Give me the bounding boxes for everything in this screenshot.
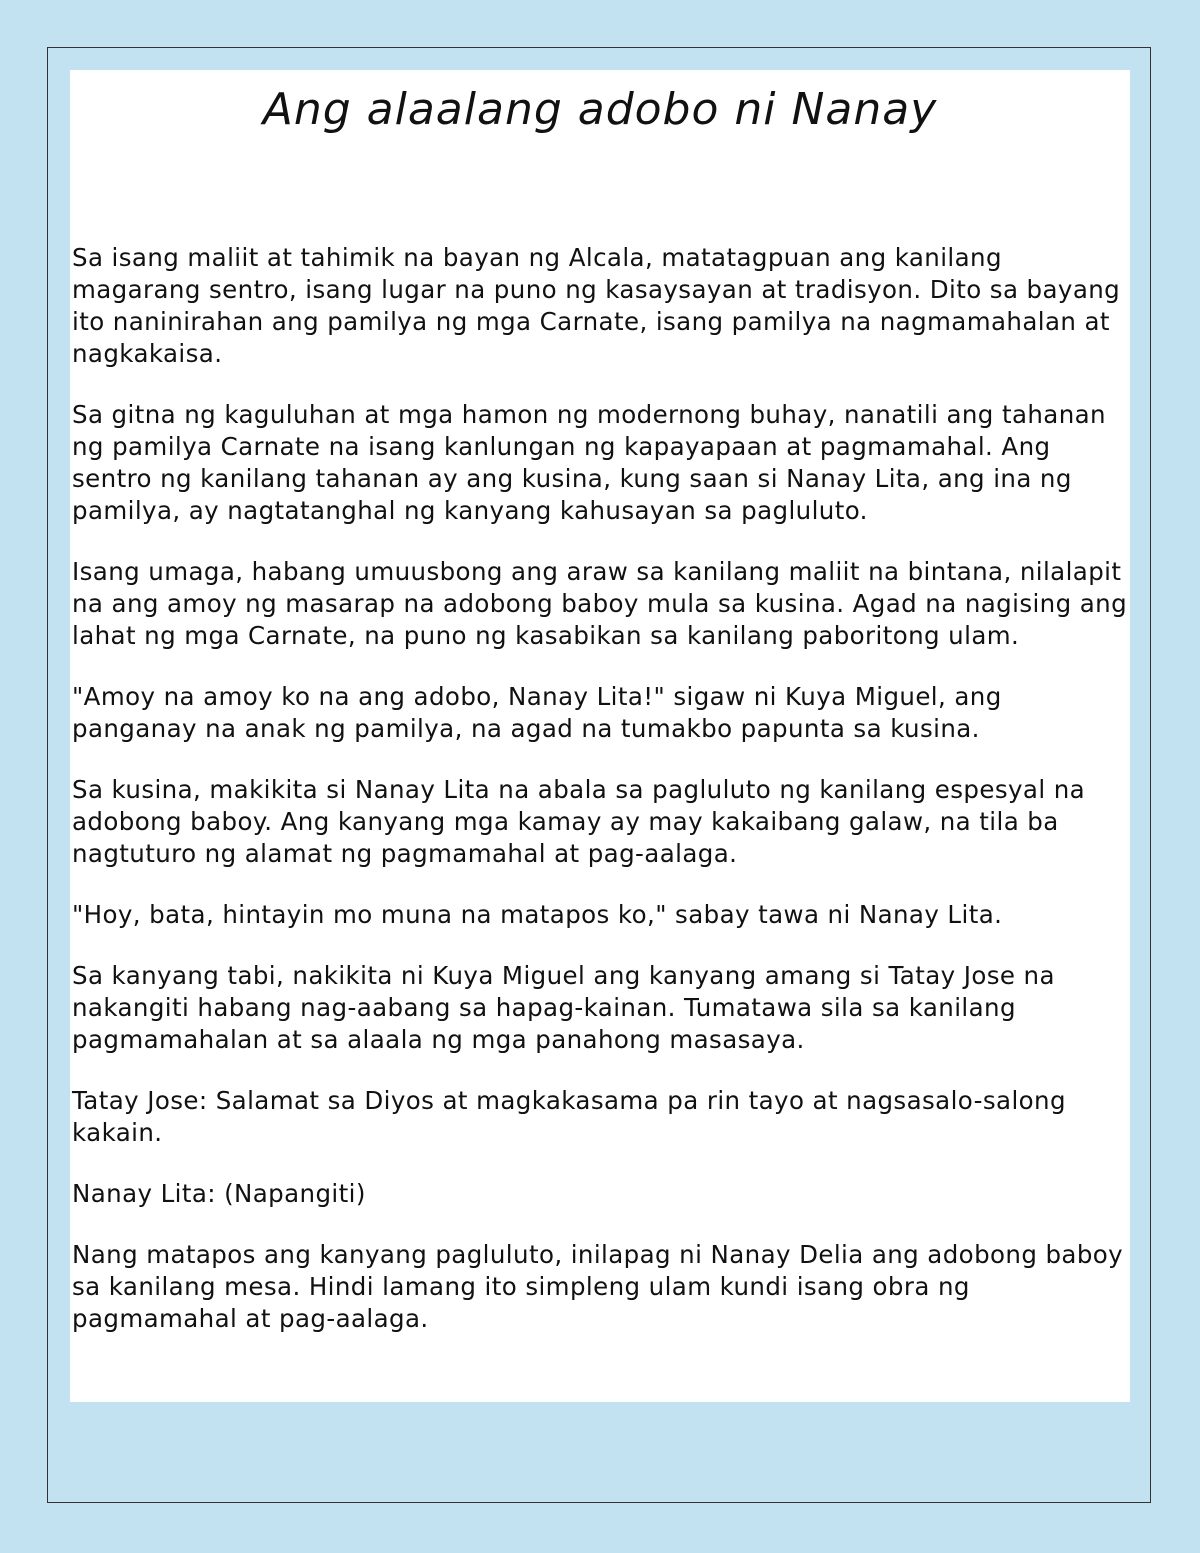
- document-page: [70, 70, 1130, 1402]
- story-paragraph: Tatay Jose: Salamat sa Diyos at magkakasama pa rin tayo at nagsasalo-salong kakain.: [72, 1086, 1066, 1147]
- story-paragraph: "Amoy na amoy ko na ang adobo, Nanay Lita!" sigaw ni Kuya Miguel, ang panganay na anak ng pamilya, na agad na tumakbo papunta sa kusina.: [72, 682, 1002, 743]
- story-paragraph: Isang umaga, habang umuusbong ang araw sa kanilang maliit na bintana, nilalapit na ang amoy ng masarap na adobong baboy mula sa kusina. Agad na nagising ang lahat ng mga Carnate, na puno ng kasabikan sa kanilang paboritong ulam.: [72, 557, 1128, 650]
- story-paragraph: Sa gitna ng kaguluhan at mga hamon ng modernong buhay, nanatili ang tahanan ng pamilya Carnate na isang kanlungan ng kapayapaan at pagmamahal. Ang sentro ng kanilang tahanan ay ang kusina, kung saan si Nanay Lita, ang ina ng pamilya, ay nagtatanghal ng kanyang kahusayan sa pagluluto.: [72, 400, 1106, 525]
- document-title: Ang alaalang adobo ni Nanay: [262, 84, 938, 135]
- story-paragraph: Sa kanyang tabi, nakikita ni Kuya Miguel ang kanyang amang si Tatay Jose na nakangiti habang nag-aabang sa hapag-kainan. Tumatawa sila sa kanilang pagmamahalan at sa alaala ng mga panahong masasaya.: [72, 961, 1055, 1054]
- story-body: [72, 242, 1130, 1364]
- story-paragraph: Nanay Lita: (Napangiti): [72, 1179, 366, 1208]
- story-paragraph: "Hoy, bata, hintayin mo muna na matapos ko," sabay tawa ni Nanay Lita.: [72, 900, 1003, 929]
- story-paragraph: Nang matapos ang kanyang pagluluto, inilapag ni Nanay Delia ang adobong baboy sa kanilang mesa. Hindi lamang ito simpleng ulam kundi isang obra ng pagmamahal at pag-aalaga.: [72, 1240, 1124, 1333]
- story-paragraph: Sa isang maliit at tahimik na bayan ng Alcala, matatagpuan ang kanilang magarang sentro, isang lugar na puno ng kasaysayan at tradisyon. Dito sa bayang ito naninirahan ang pamilya ng mga Carnate, isang pamilya na nagmamahalan at nagkakaisa.: [72, 243, 1121, 368]
- story-paragraph: Sa kusina, makikita si Nanay Lita na abala sa pagluluto ng kanilang espesyal na adobong baboy. Ang kanyang mga kamay ay may kakaibang galaw, na tila ba nagtuturo ng alamat ng pagmamahal at pag-aalaga.: [72, 775, 1086, 868]
